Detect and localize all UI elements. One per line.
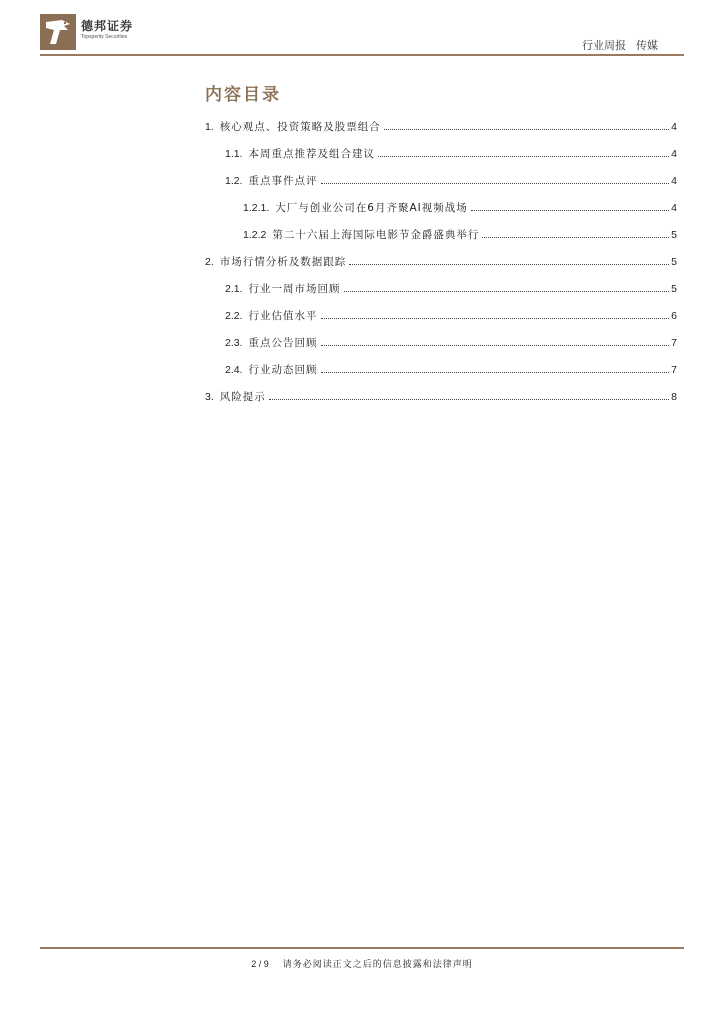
toc-item[interactable] <box>243 200 677 215</box>
toc-leader-dots <box>384 129 669 130</box>
report-sector: 传媒 <box>636 39 658 52</box>
toc-item-label: 核心观点、投资策略及股票组合 <box>219 121 381 133</box>
toc-leader-dots <box>349 264 669 265</box>
toc-item[interactable] <box>225 146 677 161</box>
company-logo-icon <box>40 14 76 50</box>
toc-item-label: 本周重点推荐及组合建议 <box>248 148 376 160</box>
toc-leader-dots <box>482 237 669 238</box>
toc-item-page: 6 <box>671 310 677 322</box>
toc-leader-dots <box>321 183 670 184</box>
toc-item-page: 5 <box>671 256 677 268</box>
toc-item-page: 4 <box>671 121 677 133</box>
toc-item-number: 1. <box>205 121 214 133</box>
toc-item-page: 4 <box>671 202 677 214</box>
toc-item-number: 1.1. <box>225 148 243 160</box>
page-number: 2 / 9 <box>251 959 269 969</box>
company-name: 德邦证券 <box>81 19 134 33</box>
toc-item-number: 1.2. <box>225 175 243 187</box>
toc-item-page: 4 <box>671 148 677 160</box>
toc-leader-dots <box>269 399 669 400</box>
toc-leader-dots <box>321 318 670 319</box>
toc-item-label: 大厂与创业公司在6月齐聚AI视频战场 <box>275 202 468 214</box>
toc-item-page: 5 <box>671 229 677 241</box>
toc-item[interactable] <box>225 335 677 350</box>
toc-item-label: 行业估值水平 <box>248 310 318 322</box>
company-name-en: Topsperity Securities <box>81 34 128 40</box>
page-footer <box>0 957 724 970</box>
toc-item[interactable] <box>205 119 677 134</box>
toc-item-number: 1.2.2 <box>243 229 267 241</box>
toc-item-page: 4 <box>671 175 677 187</box>
toc-leader-dots <box>321 372 670 373</box>
header-divider <box>40 54 684 56</box>
toc-item-number: 2.3. <box>225 337 243 349</box>
toc-item[interactable] <box>225 362 677 377</box>
toc-item-page: 8 <box>671 391 677 403</box>
toc-item[interactable] <box>205 254 677 269</box>
toc-leader-dots <box>321 345 670 346</box>
report-type: 行业周报 <box>582 39 626 52</box>
toc-item[interactable] <box>243 227 677 242</box>
toc-item-label: 行业一周市场回顾 <box>248 283 341 295</box>
toc-item-label: 市场行情分析及数据跟踪 <box>219 256 347 268</box>
toc-item-number: 2.2. <box>225 310 243 322</box>
toc-item-page: 7 <box>671 364 677 376</box>
toc-item-label: 重点公告回顾 <box>248 337 318 349</box>
footer-divider <box>40 947 684 949</box>
toc-item-label: 风险提示 <box>219 391 266 403</box>
report-tag <box>572 37 658 53</box>
toc-item-number: 3. <box>205 391 214 403</box>
toc-item-label: 第二十六届上海国际电影节金爵盛典举行 <box>272 229 480 241</box>
toc-item[interactable] <box>225 308 677 323</box>
toc-item-label: 行业动态回顾 <box>248 364 318 376</box>
toc-item-number: 1.2.1. <box>243 202 270 214</box>
legal-disclaimer: 请务必阅读正文之后的信息披露和法律声明 <box>282 960 473 970</box>
toc-item-number: 2.4. <box>225 364 243 376</box>
toc-item-number: 2. <box>205 256 214 268</box>
toc-leader-dots <box>378 156 669 157</box>
toc-leader-dots <box>471 210 669 211</box>
toc-item-page: 7 <box>671 337 677 349</box>
toc-title: 内容目录 <box>205 85 281 105</box>
toc-item-page: 5 <box>671 283 677 295</box>
toc-item-label: 重点事件点评 <box>248 175 318 187</box>
toc-item[interactable] <box>225 281 677 296</box>
toc-item[interactable] <box>225 173 677 188</box>
toc-item[interactable] <box>205 389 677 404</box>
company-logo <box>40 14 140 54</box>
toc-item-number: 2.1. <box>225 283 243 295</box>
toc-leader-dots <box>344 291 670 292</box>
